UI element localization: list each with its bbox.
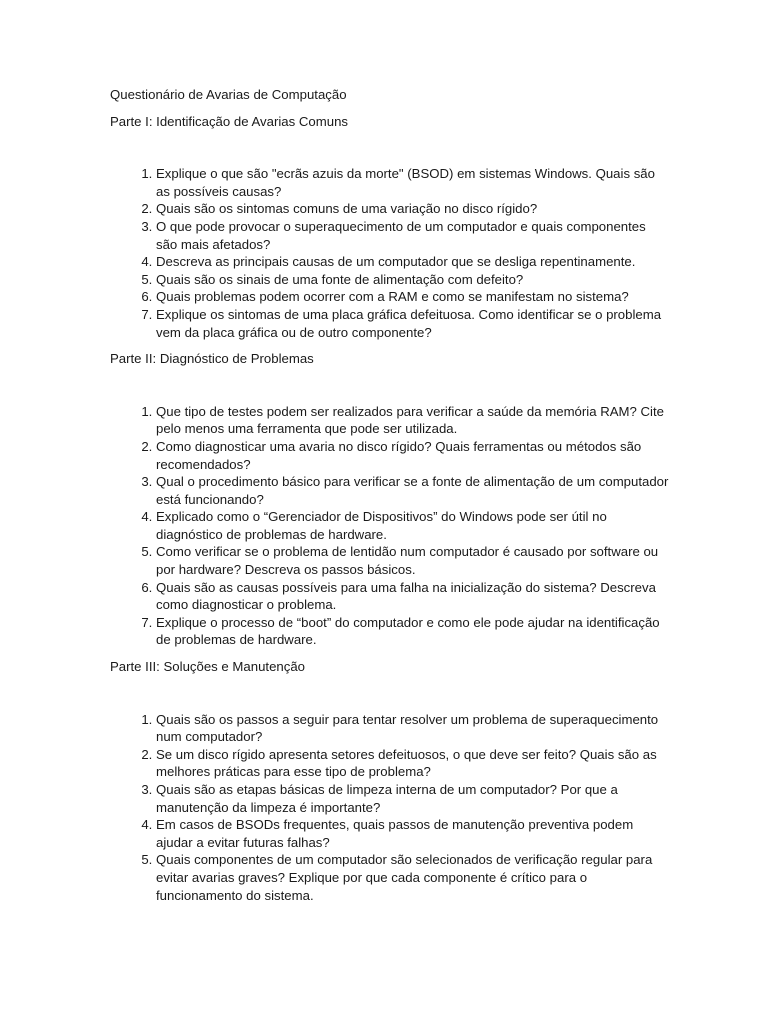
spacer	[110, 649, 670, 658]
question-item: 3. O que pode provocar o superaquecimento de um computador e quais componentes são mais afetados?	[156, 218, 670, 253]
spacer	[110, 130, 670, 165]
part-3-section	[110, 658, 670, 904]
part-2-question-list	[110, 403, 670, 649]
question-item: 6. Quais problemas podem ocorrer com a RAM e como se manifestam no sistema?	[156, 288, 670, 306]
question-item: 2. Como diagnosticar uma avaria no disco rígido? Quais ferramentas ou métodos são recomendados?	[156, 438, 670, 473]
question-item: 1. Quais são os passos a seguir para tentar resolver um problema de superaquecimento num computador?	[156, 711, 670, 746]
spacer	[110, 368, 670, 403]
question-item: 2. Quais são os sintomas comuns de uma variação no disco rígido?	[156, 200, 670, 218]
document-title: Questionário de Avarias de Computação	[110, 87, 347, 102]
document-page	[110, 86, 670, 904]
question-item: 5. Como verificar se o problema de lentidão num computador é causado por software ou por hardware? Descreva os passos básicos.	[156, 543, 670, 578]
question-item: 6. Quais são as causas possíveis para uma falha na inicialização do sistema? Descreva como diagnosticar o problema.	[156, 579, 670, 614]
question-item: 7. Explique os sintomas de uma placa gráfica defeituosa. Como identificar se o problema vem da placa gráfica ou de outro componente?	[156, 306, 670, 341]
spacer	[110, 676, 670, 711]
part-1-heading: Parte I: Identificação de Avarias Comuns	[110, 113, 348, 129]
part-2-section	[110, 350, 670, 658]
question-item: 2. Se um disco rígido apresenta setores defeituosos, o que deve ser feito? Quais são as melhores práticas para esse tipo de problema?	[156, 746, 670, 781]
question-item: 5. Quais são os sinais de uma fonte de alimentação com defeito?	[156, 271, 670, 289]
question-item: 4. Explicado como o “Gerenciador de Dispositivos” do Windows pode ser útil no diagnóstico de problemas de hardware.	[156, 508, 670, 543]
part-3-question-list	[110, 711, 670, 905]
question-item: 7. Explique o processo de “boot” do computador e como ele pode ajudar na identificação de problemas de hardware.	[156, 614, 670, 649]
part-2-heading: Parte II: Diagnóstico de Problemas	[110, 351, 314, 367]
spacer	[110, 341, 670, 350]
part-1-question-list	[110, 165, 670, 341]
question-item: 1. Que tipo de testes podem ser realizados para verificar a saúde da memória RAM? Cite pelo menos uma ferramenta que pode ser utilizada.	[156, 403, 670, 438]
question-item: 4. Em casos de BSODs frequentes, quais passos de manutenção preventiva podem ajudar a evitar futuras falhas?	[156, 816, 670, 851]
question-item: 3. Quais são as etapas básicas de limpeza interna de um computador? Por que a manutenção da limpeza é importante?	[156, 781, 670, 816]
part-1-section	[110, 113, 670, 351]
question-item: 4. Descreva as principais causas de um computador que se desliga repentinamente.	[156, 253, 670, 271]
question-item: 5. Quais componentes de um computador são selecionados de verificação regular para evitar avarias graves? Explique por que cada componente é crítico para o funcionamento do sistema.	[156, 851, 670, 904]
question-item: 1. Explique o que são "ecrãs azuis da morte" (BSOD) em sistemas Windows. Quais são as possíveis causas?	[156, 165, 670, 200]
question-item: 3. Qual o procedimento básico para verificar se a fonte de alimentação de um computador está funcionando?	[156, 473, 670, 508]
part-3-heading: Parte III: Soluções e Manutenção	[110, 659, 305, 675]
